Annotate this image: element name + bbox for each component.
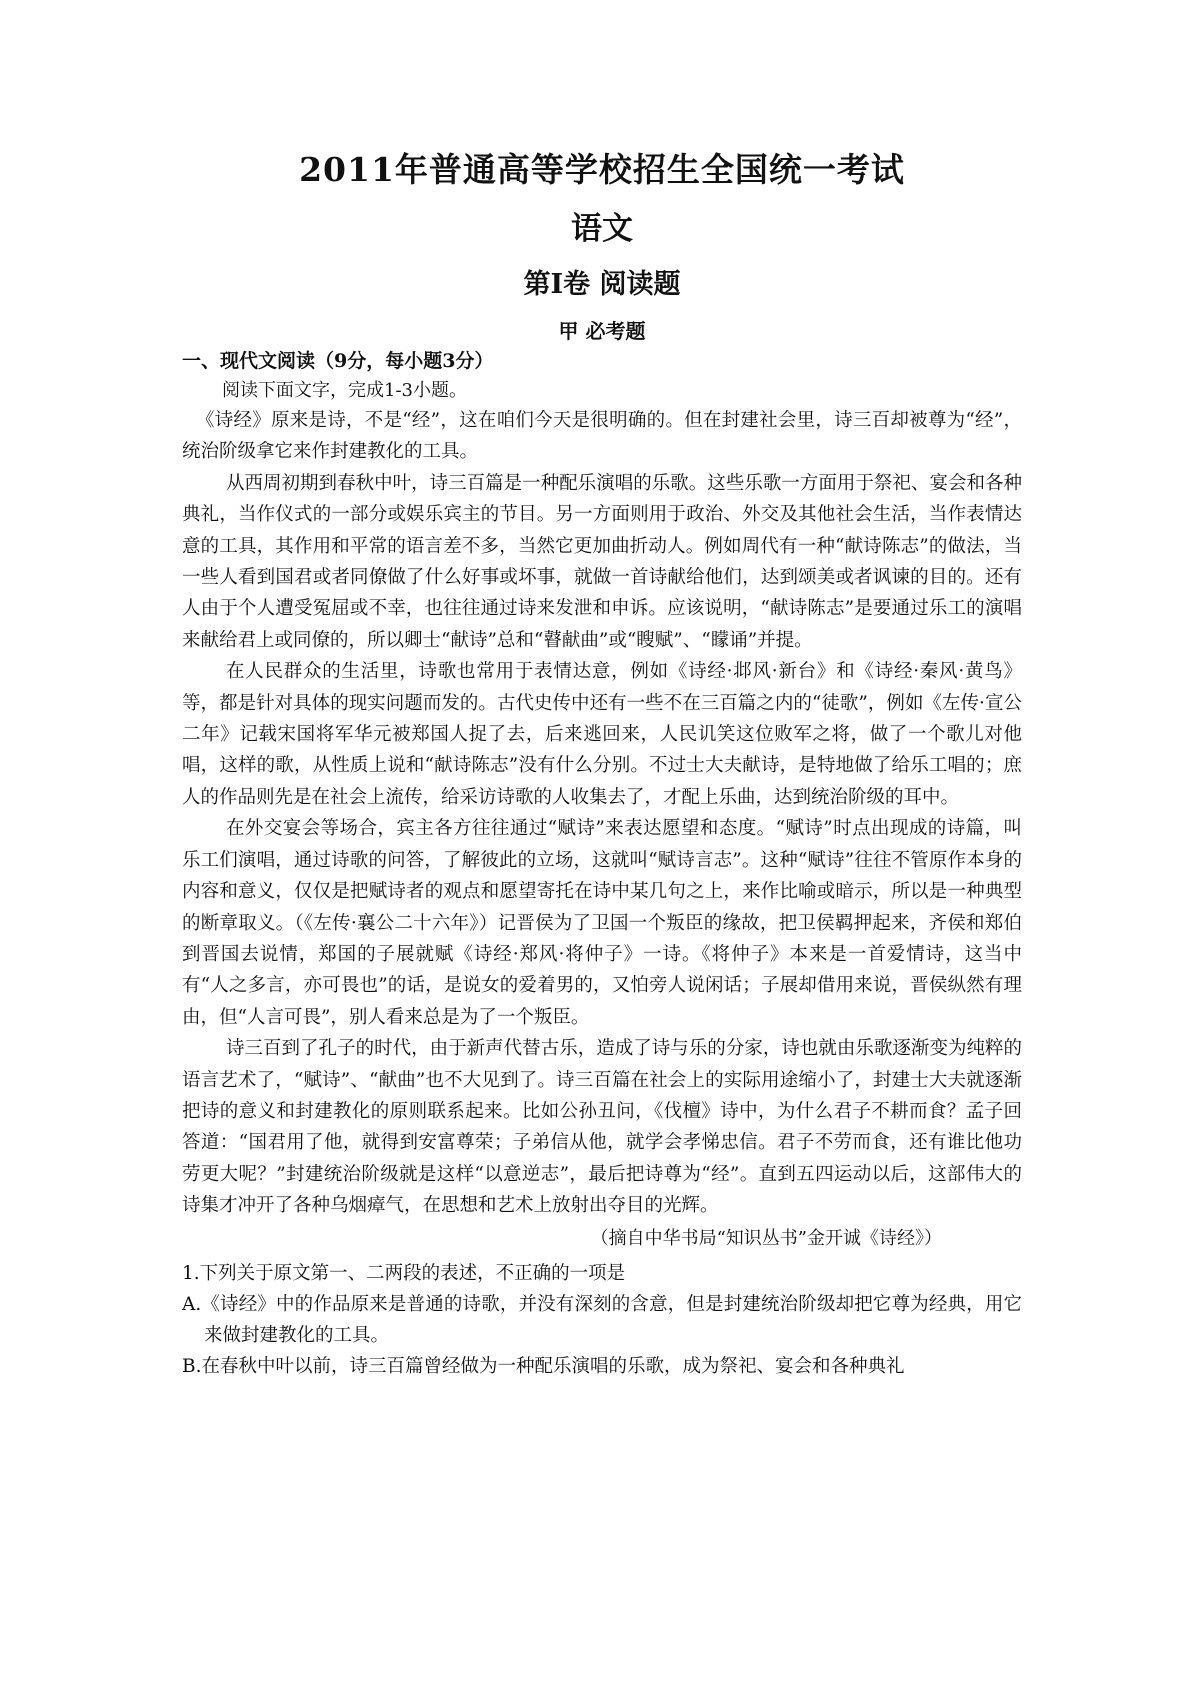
- section-instruction: 阅读下面文字，完成1-3小题。: [222, 380, 467, 401]
- option-b: B.在春秋中叶以前，诗三百篇曾经做为一种配乐演唱的乐歌，成为祭祀、宴会和各种典礼: [182, 1356, 905, 1378]
- part-title: 甲 必考题: [558, 319, 646, 343]
- passage-source: （摘自中华书局“知识丛书”金开诚《诗经》）: [590, 1227, 942, 1249]
- passage-paragraph-1: 《诗经》原来是诗，不是“经”，这在咱们今天是很明确的。但在封建社会里，诗三百却被尊为“经”，统治阶级拿它来作封建教化的工具。: [182, 410, 1022, 463]
- passage-paragraph-3: 在人民群众的生活里，诗歌也常用于表情达意，例如《诗经·邶风·新台》和《诗经·秦风·黄鸟》等，都是针对具体的现实问题而发的。古代史传中还有一些不在三百篇之内的“徒歌”，例如《左传·宣公二年》记载宋国将军华元被郑国人捉了去，后来逃回来，人民讥笑这位败军之将，做了一个歌儿对他唱，这样的歌，从性质上说和“献诗陈志”没有什么分别。不过士大夫献诗，是特地做了给乐工唱的；庶人的作品则先是在社会上流传，给采访诗歌的人收集去了，才配上乐曲，达到统治阶级的耳中。: [182, 661, 1022, 808]
- exam-title: 2011年普通高等学校招生全国统一考试: [299, 150, 905, 189]
- passage-paragraph-5: 诗三百到了孔子的时代，由于新声代替古乐，造成了诗与乐的分家，诗也就由乐歌逐渐变为纯粹的语言艺术了，“赋诗”、“献曲”也不大见到了。诗三百篇在社会上的实际用途缩小了，封建士大夫就逐渐把诗的意义和封建教化的原则联系起来。比如公孙丑问，《伐檀》诗中，为什么君子不耕而食？孟子回答道：“国君用了他，就得到安富尊荣；子弟信从他，就学会孝悌忠信。君子不劳而食，还有谁比他功劳更大呢？”封建统治阶级就是这样“以意逆志”，最后把诗尊为“经”。直到五四运动以后，这部伟大的诗集才冲开了各种乌烟瘴气，在思想和艺术上放射出夺目的光辉。: [182, 1038, 1022, 1217]
- question-1: [182, 1258, 1022, 1383]
- volume-title: 第I卷 阅读题: [523, 269, 681, 300]
- section-heading: 一、现代文阅读（9分，每小题3分）: [182, 350, 494, 372]
- option-a: A.《诗经》中的作品原来是普通的诗歌，并没有深刻的含意，但是封建统治阶级却把它尊为经典，用它来做封建教化的工具。: [182, 1293, 1022, 1346]
- question-stem: 1.下列关于原文第一、二两段的表述，不正确的一项是: [182, 1262, 626, 1284]
- passage-paragraph-4: 在外交宴会等场合，宾主各方往往通过“赋诗”来表达愿望和态度。“赋诗”时点出现成的诗篇，叫乐工们演唱，通过诗歌的问答，了解彼此的立场，这就叫“赋诗言志”。这种“赋诗”往往不管原作本身的内容和意义，仅仅是把赋诗者的观点和愿望寄托在诗中某几句之上，来作比喻或暗示，所以是一种典型的断章取义。（《左传·襄公二十六年》）记晋侯为了卫国一个叛臣的缘故，把卫侯羁押起来，齐侯和郑伯到晋国去说情，郑国的子展就赋《诗经·郑风·将仲子》一诗。《将仲子》本来是一首爱情诗，这当中有“人之多言，亦可畏也”的话，是说女的爱着男的，又怕旁人说闲话；子展却借用来说，晋侯纵然有理由，但“人言可畏”，别人看来总是为了一个叛臣。: [182, 818, 1022, 1028]
- subject-title: 语文: [571, 211, 633, 247]
- passage-paragraph-2: 从西周初期到春秋中叶，诗三百篇是一种配乐演唱的乐歌。这些乐歌一方面用于祭祀、宴会和各种典礼，当作仪式的一部分或娱乐宾主的节目。另一方面则用于政治、外交及其他社会生活，当作表情达意的工具，其作用和平常的语言差不多，当然它更加曲折动人。例如周代有一种“献诗陈志”的做法，当一些人看到国君或者同僚做了什么好事或坏事，就做一首诗献给他们，达到颂美或者讽谏的目的。还有人由于个人遭受冤屈或不幸，也往往通过诗来发泄和申诉。应该说明，“献诗陈志”是要通过乐工的演唱来献给君上或同僚的，所以卿士“献诗”总和“瞽献曲”或“瞍赋”、“矇诵”并提。: [182, 472, 1022, 651]
- reading-passage: [182, 405, 1022, 1254]
